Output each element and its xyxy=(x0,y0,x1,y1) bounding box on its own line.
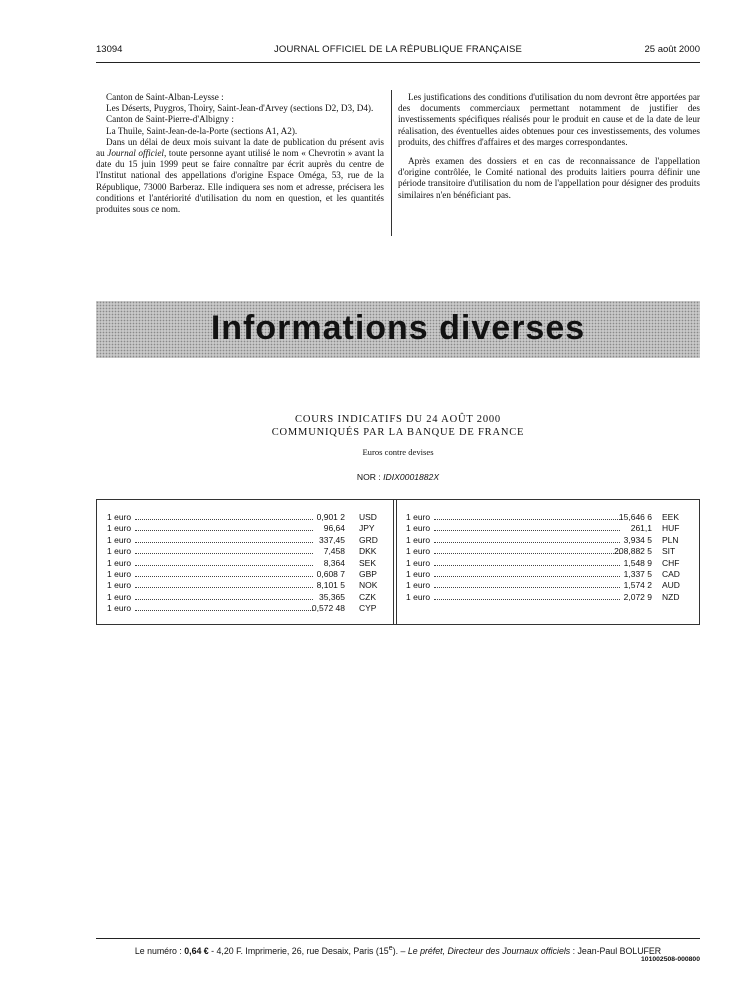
footer-rule xyxy=(96,938,700,939)
currency-code: USD xyxy=(359,512,377,522)
leader-dots xyxy=(135,533,313,543)
leader-dots xyxy=(135,544,313,554)
leader-dots xyxy=(135,556,313,566)
exchange-rate-table xyxy=(96,499,700,625)
currency-code: PLN xyxy=(662,534,679,545)
page-footer: Le numéro : 0,64 € - 4,20 F. Imprimerie, 26, rue Desaix, Paris (15e). – Le préfet, Directeur des Journaux officiels : Jean-Paul BOLUFER xyxy=(134,943,662,956)
rate-label: 1 euro xyxy=(406,580,431,591)
rate-label: 1 euro xyxy=(406,512,431,522)
table-divider xyxy=(396,500,397,624)
rate-value: 261,1 xyxy=(630,523,652,534)
page-number: 13094 xyxy=(96,44,123,55)
leader-dots xyxy=(135,510,313,520)
currency-code: EEK xyxy=(662,512,680,522)
currency-code: SIT xyxy=(662,546,676,557)
leader-dots xyxy=(434,567,620,577)
rate-value: 1,337 5 xyxy=(623,568,652,579)
leader-dots xyxy=(434,521,620,531)
table-row xyxy=(107,603,383,614)
leader-dots xyxy=(434,578,620,588)
currency-code: CHF xyxy=(662,557,680,568)
rate-value: 3,934 5 xyxy=(623,534,652,545)
leader-dots xyxy=(434,510,620,520)
rate-value: 2,072 9 xyxy=(623,591,652,602)
currency-code: NZD xyxy=(662,591,680,602)
justifications-paragraph: Les justifications des conditions d'utilisation du nom devront être apportées par des documents commerciaux permettant notamment de justifier des investissements spécifiques réalisés pour le produit en cause et de la date de leur réalisation, des éventuelles aides obtenues pour ces investissements, des volumes produits, des chiffres d'affaires et des marges correspondantes. xyxy=(398,92,700,147)
rate-label: 1 euro xyxy=(107,546,132,557)
rate-label: 1 euro xyxy=(107,580,132,591)
rate-value: 1,548 9 xyxy=(623,557,652,568)
nor-reference: NOR : IDIX0001882X xyxy=(356,472,440,482)
section-title: Informations diverses xyxy=(210,309,586,347)
currency-code: CZK xyxy=(359,591,376,602)
leader-dots xyxy=(434,533,620,543)
rate-value: 0,608 7 xyxy=(316,568,345,579)
print-code: 101002508-000800 xyxy=(641,956,700,963)
currency-code: SEK xyxy=(359,557,377,568)
currency-code: GRD xyxy=(359,534,378,545)
rate-value: 0,572 48 xyxy=(311,603,345,614)
rate-label: 1 euro xyxy=(107,523,132,534)
rate-value: 208,882 5 xyxy=(614,546,652,557)
leader-dots xyxy=(135,590,313,600)
currency-code: NOK xyxy=(359,580,378,591)
communes-1: Les Déserts, Puygros, Thoiry, Saint-Jean-d'Arvey (sections D2, D3, D4). xyxy=(106,103,374,114)
rates-left-column xyxy=(107,512,383,615)
section-banner xyxy=(96,301,700,358)
currency-code: JPY xyxy=(359,523,375,534)
rate-value: 96,64 xyxy=(323,523,345,534)
rate-value: 35,365 xyxy=(319,591,345,602)
leader-dots xyxy=(135,567,313,577)
leader-dots xyxy=(434,544,620,554)
column-divider xyxy=(391,90,392,236)
rate-label: 1 euro xyxy=(107,512,132,522)
rate-label: 1 euro xyxy=(406,557,431,568)
currency-code: HUF xyxy=(662,523,680,534)
examen-paragraph: Après examen des dossiers et en cas de reconnaissance de l'appellation d'origine contrôlée, le Comité national des produits laitiers pourra définir une période transitoire d'utilisation du nom de l'appellation pour désigner des produits similaires n'en bénéficiant pas. xyxy=(398,156,700,200)
leader-dots xyxy=(135,578,313,588)
canton-heading-2: Canton de Saint-Pierre-d'Albigny : xyxy=(106,114,234,125)
rate-label: 1 euro xyxy=(406,591,431,602)
currency-code: AUD xyxy=(662,580,680,591)
rate-label: 1 euro xyxy=(107,568,132,579)
header-rule xyxy=(96,62,700,63)
canton-heading-1: Canton de Saint-Alban-Leysse : xyxy=(106,92,224,102)
table-row xyxy=(406,592,696,603)
rate-value: 0,901 2 xyxy=(316,512,345,522)
rate-label: 1 euro xyxy=(406,534,431,545)
cours-subtitle: COMMUNIQUÉS PAR LA BANQUE DE FRANCE xyxy=(271,427,525,438)
right-column xyxy=(398,92,700,201)
currency-code: CAD xyxy=(662,568,680,579)
cours-caption: Euros contre devises xyxy=(362,447,434,457)
rate-label: 1 euro xyxy=(107,557,132,568)
journal-title: JOURNAL OFFICIEL DE LA RÉPUBLIQUE FRANÇAISE xyxy=(273,44,523,55)
notice-paragraph: Dans un délai de deux mois suivant la date de publication du présent avis au Journal officiel, toute personne ayant utilisé le nom « Chevrotin » avant la date du 15 juin 1999 peut se faire connaître par écrit auprès du centre de l'Institut national des appellations d'origine Espace Oméga, 53, rue de la République, 73000 Barberaz. Elle indiquera ses nom et adresse, précisera les conditions et l'antériorité d'utilisation du nom en question, et les quantités produites sous ce nom. xyxy=(96,136,385,215)
rate-label: 1 euro xyxy=(107,603,132,614)
currency-code: GBP xyxy=(359,568,377,579)
communes-2: La Thuile, Saint-Jean-de-la-Porte (sections A1, A2). xyxy=(106,125,298,136)
cours-title: COURS INDICATIFS DU 24 AOÛT 2000 xyxy=(295,414,501,425)
leader-dots xyxy=(434,556,620,566)
left-column xyxy=(96,92,384,215)
rate-label: 1 euro xyxy=(107,591,132,602)
rate-value: 1,574 2 xyxy=(623,580,652,591)
rate-value: 7,458 xyxy=(323,546,345,557)
rate-label: 1 euro xyxy=(107,534,132,545)
rate-value: 8,364 xyxy=(323,557,345,568)
rate-label: 1 euro xyxy=(406,546,431,557)
rates-right-column xyxy=(406,512,696,603)
leader-dots xyxy=(135,601,313,611)
rate-label: 1 euro xyxy=(406,523,431,534)
rate-value: 15,646 6 xyxy=(618,512,652,522)
currency-code: DKK xyxy=(359,546,377,557)
currency-code: CYP xyxy=(359,603,377,614)
rate-value: 337,45 xyxy=(319,534,345,545)
leader-dots xyxy=(434,590,620,600)
rate-value: 8,101 5 xyxy=(316,580,345,591)
issue-date: 25 août 2000 xyxy=(644,44,700,55)
leader-dots xyxy=(135,521,313,531)
page-header xyxy=(96,44,700,58)
table-divider xyxy=(393,500,394,624)
rate-label: 1 euro xyxy=(406,568,431,579)
journal-officiel-ref: Journal officiel xyxy=(107,148,164,159)
